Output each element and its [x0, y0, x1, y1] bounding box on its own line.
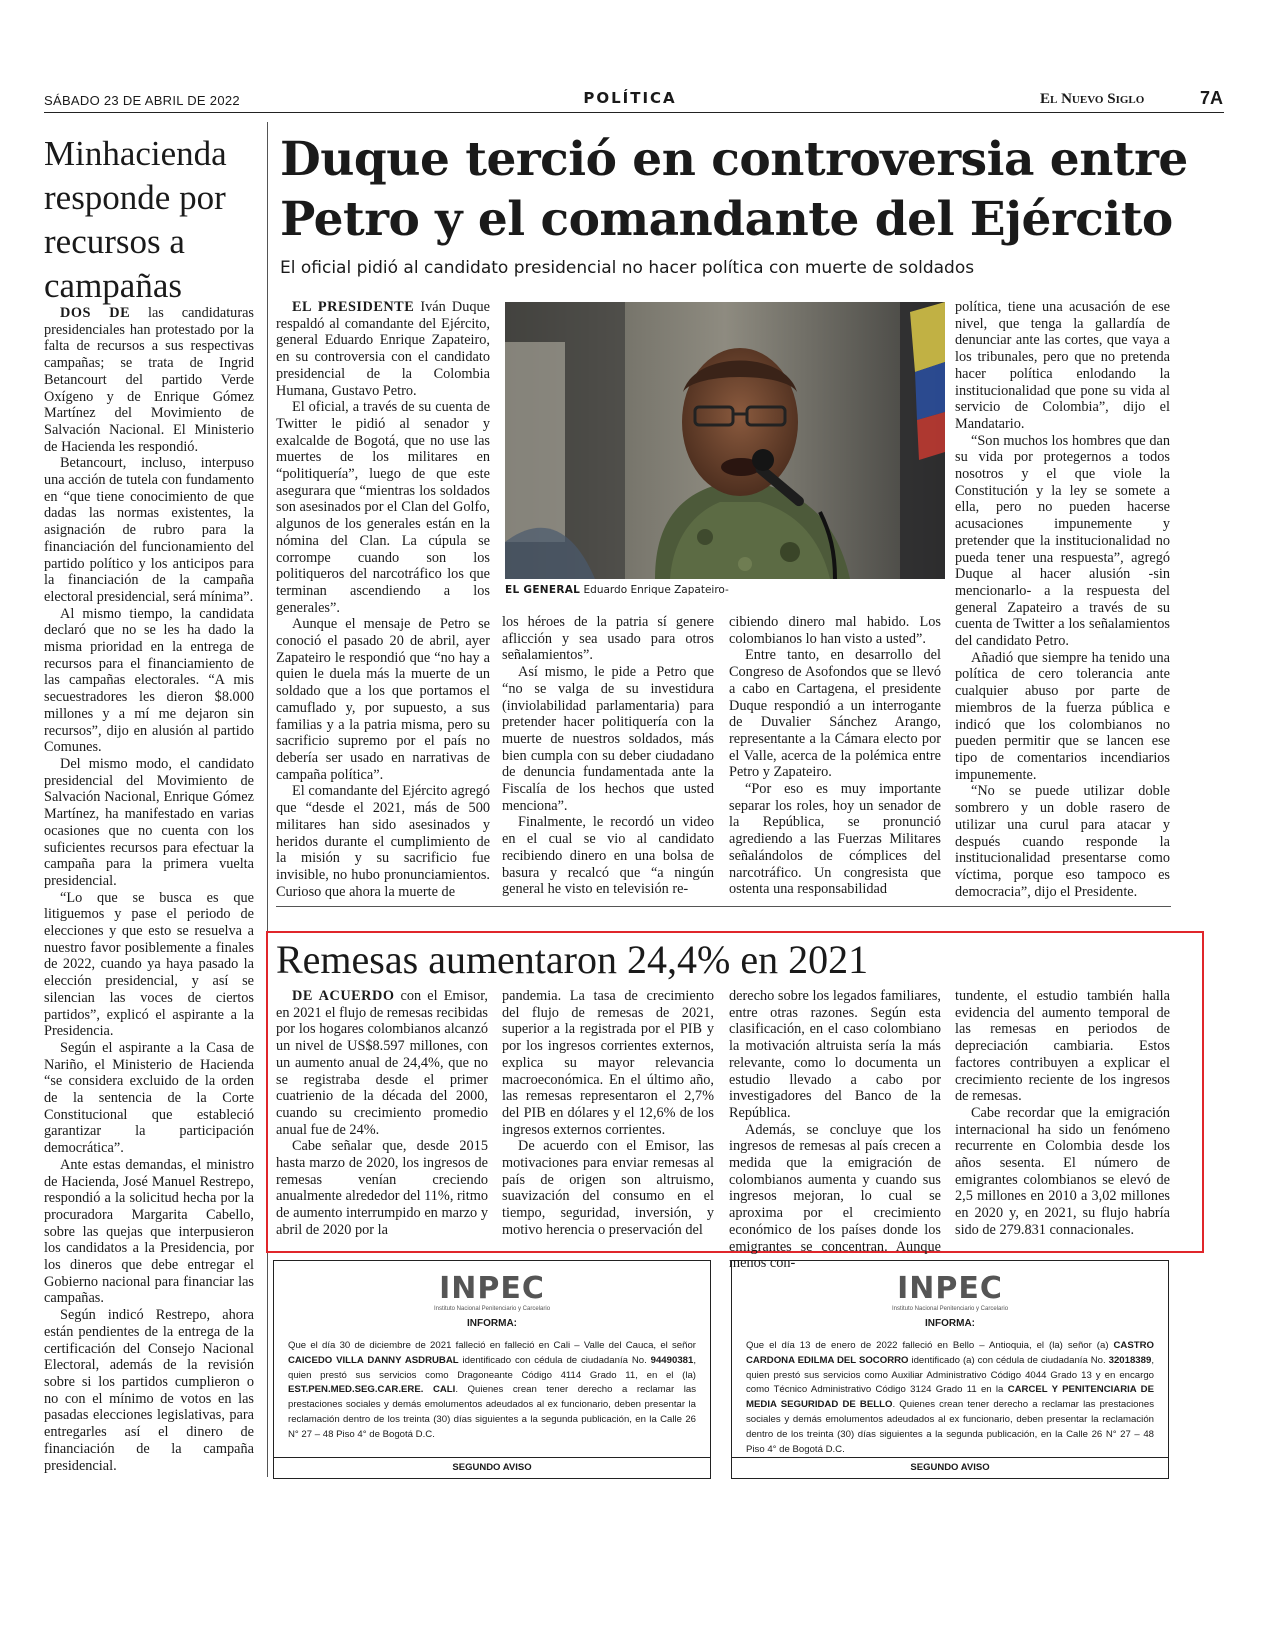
- paragraph-text: los héroes de la patria sí genere aflicción y sea usado para otros señalamientos”.: [502, 614, 714, 664]
- paragraph-text: Así mismo, le pide a Petro que “no se valga de su investidura (inviolabilidad parlamentaria) para pretender hacer politiquería con la muerte de nuestros soldados, más bien cumpla con su deber ciudadano de denuncia fundamentada ante la Fiscalía de los hechos que usted menciona”.: [502, 664, 714, 814]
- section-name: POLÍTICA: [583, 89, 677, 107]
- remesas-column: [502, 988, 714, 1239]
- paragraph-text: “Lo que se busca es que litiguemos y pase el periodo de elecciones y que esto se resuelva a nuestro favor posiblemente a finales de 2022, cuando ya haya pasado la elección presidencial, y así se silencian las voces de ciertos partidos”, explicó el aspirante a la Presidencia.: [44, 889, 254, 1040]
- paragraph: [276, 399, 490, 616]
- remesas-column: [955, 988, 1170, 1239]
- caption-lead: EL GENERAL: [505, 584, 581, 596]
- newspaper-brand: El Nuevo Siglo: [1040, 91, 1145, 107]
- main-story-column: [729, 614, 941, 898]
- inpec-logo: INPEC: [897, 1271, 1003, 1306]
- paragraph-text: Betancourt, incluso, interpuso una acción de tutela con fundamento en “que tiene conocimiento de que dadas las normas existentes, la asignación de rubro para la financiación del funcionamiento del partido político y los anticipos para la financiación de la campaña electoral presidencial, será mínima”.: [44, 455, 254, 605]
- paragraph-text: Añadió que siempre ha tenido una política de cero tolerancia ante cualquier abuso por parte de miembros de la fuerza pública e indicó que los colombianos no pueden permitir que se lancen ese tipo de comentarios incendiarios impunemente.: [955, 649, 1170, 783]
- paragraph: [44, 455, 254, 605]
- paragraph: [502, 614, 714, 664]
- paragraph: [729, 647, 941, 781]
- paragraph: [955, 1105, 1170, 1239]
- paragraph-text: con el Emisor, en 2021 el flujo de remesas recibidas por los hogares colombianos alcanzó un nivel de US$8.597 millones, con un aumento anual de 24,4%, que no se registraba desde el primer cuatrienio de la década del 2000, cuando su crecimiento promedio anual fue de 24%.: [276, 988, 488, 1138]
- paragraph: [44, 890, 254, 1040]
- paragraph: [44, 305, 254, 455]
- main-subheadline: El oficial pidió al candidato presidencial no hacer política con muerte de soldados: [280, 258, 975, 278]
- paragraph-text: Ante estas demandas, el ministro de Hacienda, José Manuel Restrepo, respondió a la solicitud hecha por la procuradora Margarita Cabello, sobre las quejas que interpusieron los candidatos a la Presidencia, por los dineros que debe entregar el Gobierno nacional para financiar las campañas.: [44, 1156, 254, 1307]
- paragraph: [502, 1138, 714, 1238]
- paragraph-lead: DOS DE: [60, 305, 131, 321]
- main-story-column: [955, 299, 1170, 900]
- paragraph-text: Iván Duque respaldó al comandante del Ejército, general Eduardo Enrique Zapateiro, en su controversia con el candidato presidencial de la Colombia Humana, Gustavo Petro.: [276, 299, 490, 399]
- paragraph-text: Cabe señalar que, desde 2015 hasta marzo de 2020, los ingresos de remesas venían creciendo anualmente alrededor del 11%, ritmo de aumento interrumpido en marzo y abril de 2020 por la: [276, 1138, 488, 1238]
- paragraph: [502, 814, 714, 898]
- remesas-headline: Remesas aumentaron 24,4% en 2021: [276, 937, 869, 982]
- paragraph: [276, 988, 488, 1138]
- paragraph: [955, 783, 1170, 900]
- paragraph-text: cibiendo dinero mal habido. Los colombianos lo han visto a usted”.: [729, 614, 941, 647]
- paragraph-text: Al mismo tiempo, la candidata declaró que no se les ha dado la misma prioridad en la entrega de recursos para el financiamiento de las campañas electorales. “A mis secuestradores les dieron $8.000 millones y a mí me dejaron sin recursos”, dijo en alusión al partido Comunes.: [44, 605, 254, 756]
- remesas-column: [276, 988, 488, 1239]
- paragraph: [276, 616, 490, 783]
- general-photo-image: [505, 302, 945, 579]
- left-story-body: [44, 305, 254, 1474]
- paragraph: [276, 1138, 488, 1238]
- general-photo: [505, 302, 945, 579]
- notice-informa: INFORMA:: [467, 1318, 517, 1329]
- paragraph-text: Según indicó Restrepo, ahora están pendientes de la entrega de la certificación del Consejo Nacional Electoral, además de la revisión sobre si los partidos cumplieron o no con el mínimo de votos en las pasadas elecciones legislativas, para entregarles así el dinero de financiación de la campaña presidencial.: [44, 1307, 254, 1474]
- paragraph: [502, 664, 714, 814]
- paragraph: [44, 1040, 254, 1157]
- paragraph-text: “Por eso es muy importante separar los roles, hoy un senador de la República, se pronunció agrediendo a las Fuerzas Militares señalándolos de cómplices del narcotráfico. Un congresista que ostenta una responsabilidad: [729, 781, 941, 898]
- paragraph: [729, 1122, 941, 1272]
- paragraph-text: tundente, el estudio también halla evidencia del aumento temporal de las remesas en periodos de depreciación cambiaria. Estos factores contribuyen a explicar el crecimiento reciente de los ingresos de remesas.: [955, 988, 1170, 1105]
- paragraph-text: Según el aspirante a la Casa de Nariño, el Ministerio de Hacienda “se considera excluido de la orden de la sentencia de la Corte Constitucional que estableció garantizar la participación democrática”.: [44, 1039, 254, 1157]
- paragraph: [955, 650, 1170, 784]
- page-number: 7A: [1200, 88, 1224, 108]
- page-date: SÁBADO 23 DE ABRIL DE 2022: [44, 93, 240, 108]
- paragraph: [729, 614, 941, 647]
- inpec-notice-1: [273, 1260, 711, 1479]
- paragraph-text: política, tiene una acusación de ese nivel, que tenga la gallardía de denunciar ante las cortes, que vaya a los tribunales, pero que no pretenda hacer política enlodando la institucionalidad que pone su vida al servicio de Colombia”, dijo el Mandatario.: [955, 299, 1170, 432]
- paragraph-text: “Son muchos los hombres que dan su vida por protegernos a todos nosotros y el que viole la Constitución y la ley se somete a ella, pero no pueden hacerse acusaciones impunemente y pretender que la institucionalidad no pueda tener una respuesta”, agregó Duque al hacer alusión -sin mencionarlo- a la respuesta del general Zapateiro a través de su cuenta de Twitter a los señalamientos del candidato Petro.: [955, 432, 1170, 650]
- left-story-title: Minhacienda responde por recursos a campañas: [44, 134, 227, 305]
- paragraph: [502, 988, 714, 1138]
- header-rule: [44, 112, 1224, 113]
- paragraph-text: De acuerdo con el Emisor, las motivaciones para enviar remesas al país de origen son altruismo, suavización del consumo en el tiempo, seguridad, inversión, y motivo herencia o preservación del: [502, 1138, 714, 1238]
- paragraph: [955, 433, 1170, 650]
- photo-caption: [505, 584, 945, 596]
- paragraph-text: Del mismo modo, el candidato presidencial del Movimiento de Salvación Nacional, Enrique Gómez Martínez, ha manifestado en varias ocasiones que no cuenta con los suficientes recursos para efectuar la campaña para la primera vuelta presidencial.: [44, 755, 254, 889]
- paragraph-text: El oficial, a través de su cuenta de Twitter le pidió al senador y exalcalde de Bogotá, que no use las muertes de los militares en “politiquería”, luego de que este asegurara que “mientras los soldados son asesinados por el Clan del Golfo, algunos de los generales están en la nómina del Clan. La cúpula se corrompe cuando son los politiqueros del narcotráfico los que terminan ascendiendo a los generales”.: [276, 399, 490, 616]
- paragraph-text: derecho sobre los legados familiares, entre otras razones. Según esta clasificación, en el caso colombiano la motivación altruista sería la más relevante, como lo documenta un estudio llevado a cabo por investigadores del Banco de la República.: [729, 988, 941, 1121]
- paragraph: [44, 606, 254, 756]
- inpec-notice-2: [731, 1260, 1169, 1479]
- inpec-tagline: Instituto Nacional Penitenciario y Carcelario: [433, 1306, 551, 1312]
- main-story-column: [276, 299, 490, 900]
- paragraph-text: Además, se concluye que los ingresos de remesas al país crecen a medida que la emigración de colombianos aumenta y cuando sus ingresos mejoran, lo cual se aproxima por el crecimiento económico de los países donde los emigrantes se concentran. Aunque menos con-: [729, 1121, 941, 1272]
- paragraph-text: “No se puede utilizar doble sombrero y un doble rasero de utilizar una curul para atacar y después cuando responde la institucionalidad presentarse como víctima, porque eso tampoco es democracia”, dijo el Presidente.: [955, 783, 1170, 900]
- paragraph: [44, 1307, 254, 1474]
- paragraph-text: El comandante del Ejército agregó que “desde el 2021, más de 500 militares han sido asesinados y heridos durante el cumplimiento de la misión y su sacrificio fue invisible, no hubo pronunciamientos. Curioso que ahora la muerte de: [276, 783, 490, 900]
- paragraph-lead: DE ACUERDO: [292, 988, 395, 1004]
- main-story-column: [502, 614, 714, 898]
- paragraph: [955, 988, 1170, 1105]
- paragraph: [44, 756, 254, 890]
- paragraph-text: Entre tanto, en desarrollo del Congreso de Asofondos que se llevó a cabo en Cartagena, el presidente Duque respondió a un interrogante de Duvalier Sánchez Arango, representante a la Cámara electo por el Valle, acerca de la polémica entre Petro y Zapateiro.: [729, 647, 941, 781]
- paragraph: [955, 299, 1170, 433]
- notice-footer: SEGUNDO AVISO: [274, 1457, 710, 1478]
- paragraph-text: pandemia. La tasa de crecimiento del flujo de remesas de 2021, superior a la registrada por el PIB y por los ingresos corrientes externos, explica su mayor relevancia macroeconómica. En el último año, las remesas representaron el 2,7% del PIB en dólares y el 12,6% de los ingresos externos corrientes.: [502, 988, 714, 1138]
- paragraph-text: las candidaturas presidenciales han protestado por la falta de recursos a sus respectivas campañas; se trata de Ingrid Betancourt del partido Verde Oxígeno y de Enrique Gómez Martínez del Movimiento de Salvación Nacional. El Ministerio de Hacienda les respondió.: [44, 305, 254, 455]
- caption-text: Eduardo Enrique Zapateiro-: [580, 584, 729, 596]
- paragraph: [276, 299, 490, 399]
- paragraph-text: Finalmente, le recordó un video en el cual se vio al candidato recibiendo dinero en una bolsa de basura y recalcó que “a ningún general he visto en televisión re-: [502, 814, 714, 898]
- paragraph: [276, 783, 490, 900]
- inpec-tagline: Instituto Nacional Penitenciario y Carcelario: [891, 1306, 1009, 1312]
- paragraph: [729, 781, 941, 898]
- column-divider: [267, 122, 268, 1477]
- notice-text: Que el día 30 de diciembre de 2021 falleció en falleció en Cali – Valle del Cauca, el señor CAICEDO VILLA DANNY ASDRUBAL identificado con cédula de ciudadanía No. 94490381, quien prestó sus servicios como Dragoneante Código 4114 Grado 11, en el (la) EST.PEN.MED.SEG.CAR.ERE. CALI. Quienes crean tener derecho a reclamar las prestaciones sociales y demás emolumentos adeudados al ex funcionario, deben presentar la reclamación dentro de los treinta (30) días siguientes a la segunda publicación, en la Calle 26 N° 27 – 48 Piso 4° de Bogotá D.C.: [288, 1340, 697, 1440]
- paragraph: [729, 988, 941, 1122]
- paragraph-lead: EL PRESIDENTE: [292, 299, 415, 315]
- notice-text: Que el día 13 de enero de 2022 falleció en Bello – Antioquia, el (la) señor (a) CASTRO CARDONA EDILMA DEL SOCORRO identificado (a) con cédula de ciudadanía No. 32018389, quien prestó sus servicios como Auxiliar Administrativo Código 4044 Grado 13 y en encargo como Técnico Administrativo Código 3124 Grado 11 en la CARCEL Y PENITENCIARIA DE MEDIA SEGURIDAD DE BELLO. Quienes crean tener derecho a reclamar las prestaciones sociales y demás emolumentos adeudados al ex funcionario, deben presentar la reclamación dentro de los treinta (30) días siguientes a la segunda publicación, en la Calle 26 N° 27 – 48 Piso 4° de Bogotá D.C.: [746, 1340, 1154, 1455]
- paragraph-text: Aunque el mensaje de Petro se conoció el pasado 20 de abril, ayer Zapateiro le respondió que “no hay a quien le duela más la muerte de un soldado que a los que portamos el camuflado y, por supuesto, a sus familias y a la patria misma, pero su sacrificio supremo por el país no debería ser usado en narrativas de campaña política”.: [276, 616, 490, 783]
- main-story-bottom-rule: [276, 906, 1171, 907]
- main-headline: Duque terció en controversia entre Petro y el comandante del Ejército: [280, 132, 1188, 247]
- notice-footer: SEGUNDO AVISO: [732, 1457, 1168, 1478]
- paragraph-text: Cabe recordar que la emigración internacional ha sido un fenómeno recurrente en Colombia desde los años sesenta. El número de emigrantes colombianos se elevó de 2,5 millones en 2010 a 3,02 millones en 2020 y, en 2021, su flujo habría sido de 279.831 connacionales.: [955, 1104, 1170, 1238]
- remesas-column: [729, 988, 941, 1272]
- inpec-logo: INPEC: [439, 1271, 545, 1306]
- notice-informa: INFORMA:: [925, 1318, 975, 1329]
- paragraph: [44, 1157, 254, 1307]
